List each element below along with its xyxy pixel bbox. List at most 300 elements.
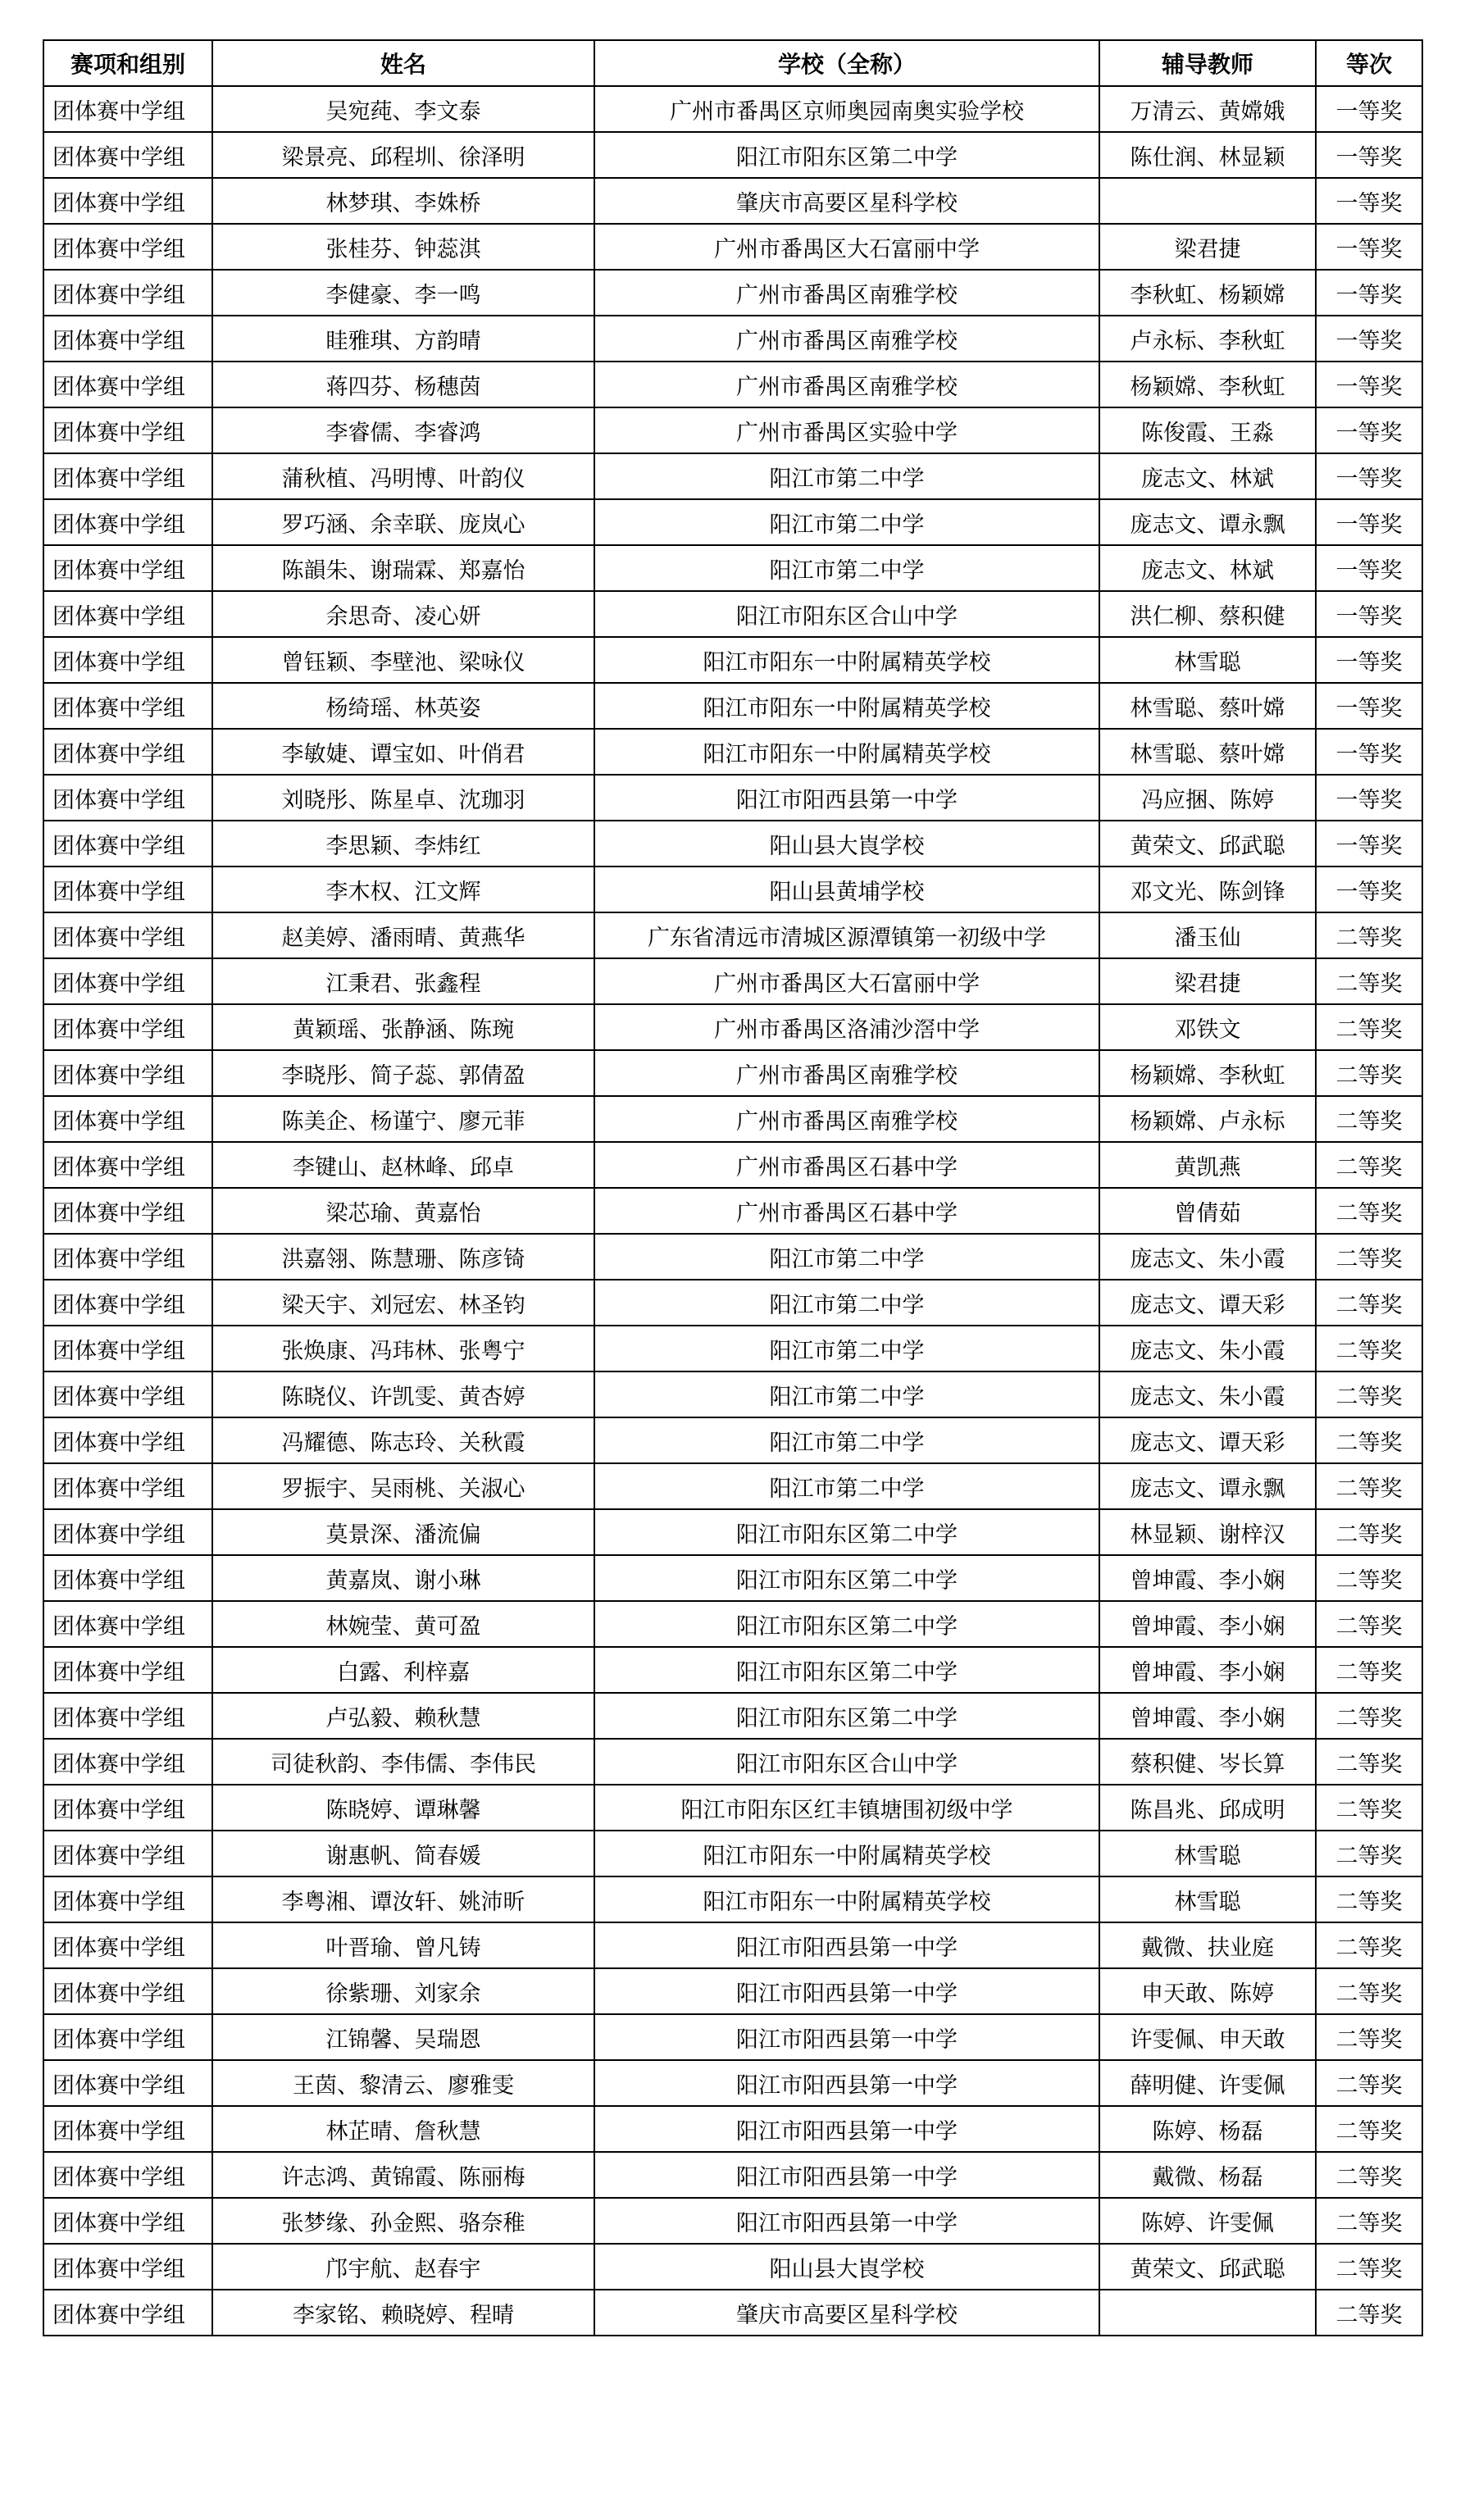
cell-teachers: 林雪聪 xyxy=(1099,637,1316,683)
cell-teachers: 冯应捆、陈婷 xyxy=(1099,775,1316,821)
cell-names: 梁景亮、邱程圳、徐泽明 xyxy=(212,132,594,178)
cell-category: 团体赛中学组 xyxy=(43,407,212,453)
cell-award: 二等奖 xyxy=(1316,2152,1422,2198)
table-row xyxy=(43,1968,1422,2014)
cell-school: 肇庆市高要区星科学校 xyxy=(594,178,1099,224)
table-row xyxy=(43,1417,1422,1463)
cell-teachers: 庞志文、朱小霞 xyxy=(1099,1234,1316,1280)
cell-teachers: 庞志文、谭天彩 xyxy=(1099,1417,1316,1463)
cell-names: 梁天宇、刘冠宏、林圣钧 xyxy=(212,1280,594,1326)
cell-category: 团体赛中学组 xyxy=(43,132,212,178)
cell-award: 二等奖 xyxy=(1316,1968,1422,2014)
cell-names: 陈韻朱、谢瑞霖、郑嘉怡 xyxy=(212,545,594,591)
table-row xyxy=(43,1050,1422,1096)
cell-names: 李晓彤、简子蕊、郭倩盈 xyxy=(212,1050,594,1096)
cell-school: 阳江市阳东一中附属精英学校 xyxy=(594,1876,1099,1922)
cell-teachers: 林雪聪 xyxy=(1099,1831,1316,1876)
table-row xyxy=(43,362,1422,407)
cell-award: 二等奖 xyxy=(1316,1647,1422,1693)
cell-names: 江锦馨、吴瑞恩 xyxy=(212,2014,594,2060)
cell-school: 阳江市阳东区第二中学 xyxy=(594,1555,1099,1601)
cell-names: 徐紫珊、刘家余 xyxy=(212,1968,594,2014)
cell-category: 团体赛中学组 xyxy=(43,775,212,821)
table-row xyxy=(43,1831,1422,1876)
cell-school: 阳江市阳西县第一中学 xyxy=(594,1922,1099,1968)
cell-school: 阳江市阳东一中附属精英学校 xyxy=(594,683,1099,729)
cell-school: 阳江市阳西县第一中学 xyxy=(594,1968,1099,2014)
cell-teachers: 林显颖、谢梓汉 xyxy=(1099,1509,1316,1555)
cell-school: 阳江市阳西县第一中学 xyxy=(594,2198,1099,2244)
cell-school: 阳江市阳西县第一中学 xyxy=(594,2106,1099,2152)
cell-category: 团体赛中学组 xyxy=(43,1142,212,1188)
cell-category: 团体赛中学组 xyxy=(43,637,212,683)
cell-names: 李思颖、李炜红 xyxy=(212,821,594,867)
cell-names: 许志鸿、黄锦霞、陈丽梅 xyxy=(212,2152,594,2198)
cell-category: 团体赛中学组 xyxy=(43,1693,212,1739)
cell-school: 广州市番禺区石碁中学 xyxy=(594,1188,1099,1234)
cell-names: 李键山、赵林峰、邱卓 xyxy=(212,1142,594,1188)
cell-school: 阳江市阳西县第一中学 xyxy=(594,2014,1099,2060)
cell-names: 杨绮瑶、林英姿 xyxy=(212,683,594,729)
cell-category: 团体赛中学组 xyxy=(43,316,212,362)
cell-category: 团体赛中学组 xyxy=(43,1417,212,1463)
cell-school: 阳江市第二中学 xyxy=(594,1463,1099,1509)
cell-teachers: 李秋虹、杨颖嫦 xyxy=(1099,270,1316,316)
table-row xyxy=(43,407,1422,453)
cell-school: 广州市番禺区南雅学校 xyxy=(594,1096,1099,1142)
cell-teachers: 梁君捷 xyxy=(1099,224,1316,270)
cell-names: 曾钰颖、李壁池、梁咏仪 xyxy=(212,637,594,683)
cell-school: 阳江市阳西县第一中学 xyxy=(594,2060,1099,2106)
cell-award: 二等奖 xyxy=(1316,1922,1422,1968)
cell-category: 团体赛中学组 xyxy=(43,1004,212,1050)
header-row xyxy=(43,40,1422,86)
table-row xyxy=(43,958,1422,1004)
cell-names: 江秉君、张鑫程 xyxy=(212,958,594,1004)
cell-category: 团体赛中学组 xyxy=(43,1968,212,2014)
cell-award: 一等奖 xyxy=(1316,178,1422,224)
table-row xyxy=(43,224,1422,270)
cell-school: 阳江市阳东一中附属精英学校 xyxy=(594,637,1099,683)
table-row xyxy=(43,2014,1422,2060)
cell-school: 阳江市第二中学 xyxy=(594,499,1099,545)
cell-teachers: 陈婷、许雯佩 xyxy=(1099,2198,1316,2244)
cell-school: 广州市番禺区大石富丽中学 xyxy=(594,224,1099,270)
cell-category: 团体赛中学组 xyxy=(43,729,212,775)
cell-names: 李木权、江文辉 xyxy=(212,867,594,912)
cell-teachers xyxy=(1099,2290,1316,2336)
cell-school: 广东省清远市清城区源潭镇第一初级中学 xyxy=(594,912,1099,958)
award-table xyxy=(43,39,1423,2336)
cell-names: 谢惠帆、简春媛 xyxy=(212,1831,594,1876)
header-award: 等次 xyxy=(1316,40,1422,86)
table-row xyxy=(43,2290,1422,2336)
cell-award: 二等奖 xyxy=(1316,2244,1422,2290)
cell-award: 二等奖 xyxy=(1316,1693,1422,1739)
table-row xyxy=(43,499,1422,545)
cell-award: 一等奖 xyxy=(1316,867,1422,912)
cell-names: 李粤湘、谭汝轩、姚沛昕 xyxy=(212,1876,594,1922)
cell-award: 一等奖 xyxy=(1316,821,1422,867)
cell-award: 一等奖 xyxy=(1316,132,1422,178)
award-list-sheet xyxy=(43,39,1423,2336)
table-row xyxy=(43,316,1422,362)
cell-school: 广州市番禺区大石富丽中学 xyxy=(594,958,1099,1004)
cell-award: 一等奖 xyxy=(1316,637,1422,683)
table-row xyxy=(43,912,1422,958)
cell-teachers: 戴微、杨磊 xyxy=(1099,2152,1316,2198)
cell-category: 团体赛中学组 xyxy=(43,2106,212,2152)
cell-teachers: 林雪聪 xyxy=(1099,1876,1316,1922)
table-row xyxy=(43,821,1422,867)
cell-teachers: 黄荣文、邱武聪 xyxy=(1099,821,1316,867)
cell-school: 阳江市阳东一中附属精英学校 xyxy=(594,729,1099,775)
cell-school: 阳山县黄埔学校 xyxy=(594,867,1099,912)
table-row xyxy=(43,1188,1422,1234)
cell-category: 团体赛中学组 xyxy=(43,867,212,912)
table-row xyxy=(43,1785,1422,1831)
table-row xyxy=(43,2106,1422,2152)
cell-teachers: 林雪聪、蔡叶嫦 xyxy=(1099,729,1316,775)
cell-category: 团体赛中学组 xyxy=(43,1785,212,1831)
cell-names: 陈美企、杨谨宁、廖元菲 xyxy=(212,1096,594,1142)
cell-award: 一等奖 xyxy=(1316,729,1422,775)
cell-teachers: 邓铁文 xyxy=(1099,1004,1316,1050)
cell-school: 阳江市第二中学 xyxy=(594,1326,1099,1371)
cell-category: 团体赛中学组 xyxy=(43,1096,212,1142)
cell-category: 团体赛中学组 xyxy=(43,1922,212,1968)
cell-names: 李家铭、赖晓婷、程晴 xyxy=(212,2290,594,2336)
cell-teachers: 杨颖嫦、李秋虹 xyxy=(1099,1050,1316,1096)
table-row xyxy=(43,867,1422,912)
cell-names: 赵美婷、潘雨晴、黄燕华 xyxy=(212,912,594,958)
cell-teachers: 庞志文、林斌 xyxy=(1099,545,1316,591)
cell-names: 司徒秋韵、李伟儒、李伟民 xyxy=(212,1739,594,1785)
cell-award: 二等奖 xyxy=(1316,1188,1422,1234)
cell-teachers: 庞志文、谭永飘 xyxy=(1099,1463,1316,1509)
table-row xyxy=(43,1693,1422,1739)
cell-names: 陈晓婷、谭琳馨 xyxy=(212,1785,594,1831)
cell-award: 二等奖 xyxy=(1316,1785,1422,1831)
table-row xyxy=(43,1647,1422,1693)
cell-category: 团体赛中学组 xyxy=(43,224,212,270)
cell-award: 二等奖 xyxy=(1316,1509,1422,1555)
cell-category: 团体赛中学组 xyxy=(43,499,212,545)
cell-school: 阳江市阳东区第二中学 xyxy=(594,1647,1099,1693)
cell-names: 李睿儒、李睿鸿 xyxy=(212,407,594,453)
cell-teachers: 卢永标、李秋虹 xyxy=(1099,316,1316,362)
cell-award: 二等奖 xyxy=(1316,1280,1422,1326)
cell-school: 广州市番禺区京师奥园南奥实验学校 xyxy=(594,86,1099,132)
cell-teachers: 庞志文、谭永飘 xyxy=(1099,499,1316,545)
cell-category: 团体赛中学组 xyxy=(43,1739,212,1785)
cell-category: 团体赛中学组 xyxy=(43,2290,212,2336)
cell-school: 阳江市第二中学 xyxy=(594,1417,1099,1463)
cell-names: 王茵、黎清云、廖雅雯 xyxy=(212,2060,594,2106)
cell-award: 二等奖 xyxy=(1316,1371,1422,1417)
cell-category: 团体赛中学组 xyxy=(43,1509,212,1555)
cell-category: 团体赛中学组 xyxy=(43,178,212,224)
table-body xyxy=(43,86,1422,2336)
cell-school: 阳山县大崀学校 xyxy=(594,2244,1099,2290)
cell-category: 团体赛中学组 xyxy=(43,1555,212,1601)
cell-teachers: 黄荣文、邱武聪 xyxy=(1099,2244,1316,2290)
cell-names: 黄嘉岚、谢小琳 xyxy=(212,1555,594,1601)
table-row xyxy=(43,1463,1422,1509)
cell-award: 一等奖 xyxy=(1316,407,1422,453)
cell-names: 眭雅琪、方韵晴 xyxy=(212,316,594,362)
table-row xyxy=(43,2244,1422,2290)
cell-teachers: 戴微、扶业庭 xyxy=(1099,1922,1316,1968)
table-row xyxy=(43,591,1422,637)
cell-school: 阳江市阳东区第二中学 xyxy=(594,1693,1099,1739)
cell-names: 梁芯瑜、黄嘉怡 xyxy=(212,1188,594,1234)
table-row xyxy=(43,729,1422,775)
cell-school: 阳江市阳东一中附属精英学校 xyxy=(594,1831,1099,1876)
table-row xyxy=(43,637,1422,683)
cell-school: 阳江市阳东区红丰镇塘围初级中学 xyxy=(594,1785,1099,1831)
table-row xyxy=(43,453,1422,499)
cell-teachers: 申天敢、陈婷 xyxy=(1099,1968,1316,2014)
table-row xyxy=(43,1922,1422,1968)
cell-teachers: 庞志文、谭天彩 xyxy=(1099,1280,1316,1326)
cell-names: 李敏婕、谭宝如、叶俏君 xyxy=(212,729,594,775)
table-row xyxy=(43,1876,1422,1922)
cell-category: 团体赛中学组 xyxy=(43,683,212,729)
cell-category: 团体赛中学组 xyxy=(43,1876,212,1922)
cell-teachers: 曾坤霞、李小娴 xyxy=(1099,1693,1316,1739)
cell-award: 二等奖 xyxy=(1316,1096,1422,1142)
table-row xyxy=(43,1142,1422,1188)
table-row xyxy=(43,545,1422,591)
table-row xyxy=(43,1234,1422,1280)
cell-names: 邝宇航、赵春宇 xyxy=(212,2244,594,2290)
cell-names: 白露、利梓嘉 xyxy=(212,1647,594,1693)
cell-teachers: 薛明健、许雯佩 xyxy=(1099,2060,1316,2106)
cell-award: 一等奖 xyxy=(1316,775,1422,821)
cell-school: 广州市番禺区实验中学 xyxy=(594,407,1099,453)
table-row xyxy=(43,1096,1422,1142)
cell-school: 广州市番禺区南雅学校 xyxy=(594,362,1099,407)
header-names: 姓名 xyxy=(212,40,594,86)
cell-category: 团体赛中学组 xyxy=(43,270,212,316)
cell-category: 团体赛中学组 xyxy=(43,591,212,637)
table-row xyxy=(43,1004,1422,1050)
cell-award: 二等奖 xyxy=(1316,1417,1422,1463)
cell-school: 阳江市第二中学 xyxy=(594,545,1099,591)
cell-award: 二等奖 xyxy=(1316,912,1422,958)
cell-award: 二等奖 xyxy=(1316,1050,1422,1096)
cell-names: 洪嘉翎、陈慧珊、陈彦锜 xyxy=(212,1234,594,1280)
cell-award: 一等奖 xyxy=(1316,224,1422,270)
cell-teachers: 洪仁柳、蔡积健 xyxy=(1099,591,1316,637)
cell-category: 团体赛中学组 xyxy=(43,2014,212,2060)
cell-school: 阳江市阳西县第一中学 xyxy=(594,775,1099,821)
cell-teachers: 梁君捷 xyxy=(1099,958,1316,1004)
cell-category: 团体赛中学组 xyxy=(43,362,212,407)
table-row xyxy=(43,1326,1422,1371)
cell-category: 团体赛中学组 xyxy=(43,1831,212,1876)
header-teachers: 辅导教师 xyxy=(1099,40,1316,86)
cell-teachers: 许雯佩、申天敢 xyxy=(1099,2014,1316,2060)
cell-names: 罗振宇、吴雨桃、关淑心 xyxy=(212,1463,594,1509)
cell-category: 团体赛中学组 xyxy=(43,1050,212,1096)
cell-school: 广州市番禺区石碁中学 xyxy=(594,1142,1099,1188)
cell-teachers: 曾坤霞、李小娴 xyxy=(1099,1555,1316,1601)
cell-teachers xyxy=(1099,178,1316,224)
cell-school: 阳江市第二中学 xyxy=(594,1234,1099,1280)
cell-teachers: 潘玉仙 xyxy=(1099,912,1316,958)
cell-teachers: 林雪聪、蔡叶嫦 xyxy=(1099,683,1316,729)
cell-category: 团体赛中学组 xyxy=(43,2152,212,2198)
cell-category: 团体赛中学组 xyxy=(43,2244,212,2290)
cell-names: 卢弘毅、赖秋慧 xyxy=(212,1693,594,1739)
cell-school: 阳江市阳东区第二中学 xyxy=(594,132,1099,178)
cell-award: 二等奖 xyxy=(1316,2290,1422,2336)
cell-category: 团体赛中学组 xyxy=(43,1234,212,1280)
cell-names: 张焕康、冯玮林、张粤宁 xyxy=(212,1326,594,1371)
cell-category: 团体赛中学组 xyxy=(43,1463,212,1509)
table-header xyxy=(43,40,1422,86)
cell-award: 二等奖 xyxy=(1316,1555,1422,1601)
cell-names: 张桂芬、钟蕊淇 xyxy=(212,224,594,270)
table-row xyxy=(43,1280,1422,1326)
cell-category: 团体赛中学组 xyxy=(43,2198,212,2244)
cell-teachers: 陈俊霞、王淼 xyxy=(1099,407,1316,453)
cell-teachers: 蔡积健、岑长算 xyxy=(1099,1739,1316,1785)
table-row xyxy=(43,2198,1422,2244)
cell-award: 一等奖 xyxy=(1316,591,1422,637)
cell-teachers: 杨颖嫦、李秋虹 xyxy=(1099,362,1316,407)
cell-school: 阳江市第二中学 xyxy=(594,1280,1099,1326)
cell-names: 陈晓仪、许凯雯、黄杏婷 xyxy=(212,1371,594,1417)
cell-teachers: 黄凯燕 xyxy=(1099,1142,1316,1188)
cell-names: 叶晋瑜、曾凡铸 xyxy=(212,1922,594,1968)
cell-names: 林梦琪、李姝桥 xyxy=(212,178,594,224)
cell-school: 阳江市阳东区第二中学 xyxy=(594,1601,1099,1647)
cell-award: 一等奖 xyxy=(1316,453,1422,499)
cell-school: 阳江市第二中学 xyxy=(594,1371,1099,1417)
cell-school: 阳山县大崀学校 xyxy=(594,821,1099,867)
cell-category: 团体赛中学组 xyxy=(43,2060,212,2106)
header-category: 赛项和组别 xyxy=(43,40,212,86)
cell-award: 二等奖 xyxy=(1316,958,1422,1004)
cell-award: 二等奖 xyxy=(1316,1739,1422,1785)
cell-school: 阳江市阳东区第二中学 xyxy=(594,1509,1099,1555)
cell-teachers: 陈仕润、林显颖 xyxy=(1099,132,1316,178)
cell-names: 林芷晴、詹秋慧 xyxy=(212,2106,594,2152)
table-row xyxy=(43,132,1422,178)
cell-school: 阳江市第二中学 xyxy=(594,453,1099,499)
cell-names: 林婉莹、黄可盈 xyxy=(212,1601,594,1647)
cell-category: 团体赛中学组 xyxy=(43,912,212,958)
cell-award: 二等奖 xyxy=(1316,2014,1422,2060)
cell-category: 团体赛中学组 xyxy=(43,86,212,132)
header-school: 学校（全称） xyxy=(594,40,1099,86)
cell-names: 刘晓彤、陈星卓、沈珈羽 xyxy=(212,775,594,821)
table-row xyxy=(43,1509,1422,1555)
cell-teachers: 陈昌兆、邱成明 xyxy=(1099,1785,1316,1831)
cell-category: 团体赛中学组 xyxy=(43,1647,212,1693)
cell-names: 蒲秋植、冯明博、叶韵仪 xyxy=(212,453,594,499)
cell-names: 蒋四芬、杨穗茵 xyxy=(212,362,594,407)
cell-teachers: 曾坤霞、李小娴 xyxy=(1099,1601,1316,1647)
cell-award: 二等奖 xyxy=(1316,1876,1422,1922)
table-row xyxy=(43,1371,1422,1417)
cell-school: 阳江市阳西县第一中学 xyxy=(594,2152,1099,2198)
cell-teachers: 邓文光、陈剑锋 xyxy=(1099,867,1316,912)
cell-category: 团体赛中学组 xyxy=(43,821,212,867)
cell-award: 二等奖 xyxy=(1316,1004,1422,1050)
cell-category: 团体赛中学组 xyxy=(43,958,212,1004)
table-row xyxy=(43,270,1422,316)
table-row xyxy=(43,2152,1422,2198)
cell-category: 团体赛中学组 xyxy=(43,1371,212,1417)
cell-teachers: 陈婷、杨磊 xyxy=(1099,2106,1316,2152)
cell-category: 团体赛中学组 xyxy=(43,1280,212,1326)
cell-award: 一等奖 xyxy=(1316,270,1422,316)
cell-category: 团体赛中学组 xyxy=(43,545,212,591)
table-row xyxy=(43,178,1422,224)
cell-names: 余思奇、凌心妍 xyxy=(212,591,594,637)
cell-award: 二等奖 xyxy=(1316,1142,1422,1188)
cell-teachers: 庞志文、朱小霞 xyxy=(1099,1326,1316,1371)
cell-names: 罗巧涵、余幸联、庞岚心 xyxy=(212,499,594,545)
cell-teachers: 万清云、黄嫦娥 xyxy=(1099,86,1316,132)
cell-category: 团体赛中学组 xyxy=(43,1326,212,1371)
cell-category: 团体赛中学组 xyxy=(43,453,212,499)
table-row xyxy=(43,775,1422,821)
table-row xyxy=(43,2060,1422,2106)
cell-award: 一等奖 xyxy=(1316,499,1422,545)
cell-award: 一等奖 xyxy=(1316,545,1422,591)
cell-names: 李健豪、李一鸣 xyxy=(212,270,594,316)
cell-award: 一等奖 xyxy=(1316,86,1422,132)
cell-award: 一等奖 xyxy=(1316,362,1422,407)
cell-school: 广州市番禺区南雅学校 xyxy=(594,316,1099,362)
cell-names: 黄颖瑶、张静涵、陈琬 xyxy=(212,1004,594,1050)
cell-teachers: 庞志文、朱小霞 xyxy=(1099,1371,1316,1417)
table-row xyxy=(43,1601,1422,1647)
cell-names: 冯耀德、陈志玲、关秋霞 xyxy=(212,1417,594,1463)
cell-names: 吴宛莼、李文泰 xyxy=(212,86,594,132)
cell-school: 广州市番禺区南雅学校 xyxy=(594,1050,1099,1096)
cell-award: 二等奖 xyxy=(1316,2198,1422,2244)
table-row xyxy=(43,683,1422,729)
cell-category: 团体赛中学组 xyxy=(43,1601,212,1647)
cell-names: 张梦缘、孙金熙、骆奈稚 xyxy=(212,2198,594,2244)
cell-award: 二等奖 xyxy=(1316,2060,1422,2106)
cell-award: 二等奖 xyxy=(1316,1831,1422,1876)
cell-category: 团体赛中学组 xyxy=(43,1188,212,1234)
cell-teachers: 庞志文、林斌 xyxy=(1099,453,1316,499)
cell-school: 广州市番禺区洛浦沙滘中学 xyxy=(594,1004,1099,1050)
cell-award: 二等奖 xyxy=(1316,1463,1422,1509)
cell-award: 二等奖 xyxy=(1316,1326,1422,1371)
cell-award: 一等奖 xyxy=(1316,683,1422,729)
cell-award: 二等奖 xyxy=(1316,2106,1422,2152)
cell-award: 二等奖 xyxy=(1316,1601,1422,1647)
table-row xyxy=(43,1739,1422,1785)
cell-school: 肇庆市高要区星科学校 xyxy=(594,2290,1099,2336)
cell-teachers: 杨颖嫦、卢永标 xyxy=(1099,1096,1316,1142)
table-row xyxy=(43,86,1422,132)
cell-school: 阳江市阳东区合山中学 xyxy=(594,591,1099,637)
table-row xyxy=(43,1555,1422,1601)
cell-names: 莫景深、潘流偏 xyxy=(212,1509,594,1555)
cell-teachers: 曾倩茹 xyxy=(1099,1188,1316,1234)
cell-teachers: 曾坤霞、李小娴 xyxy=(1099,1647,1316,1693)
